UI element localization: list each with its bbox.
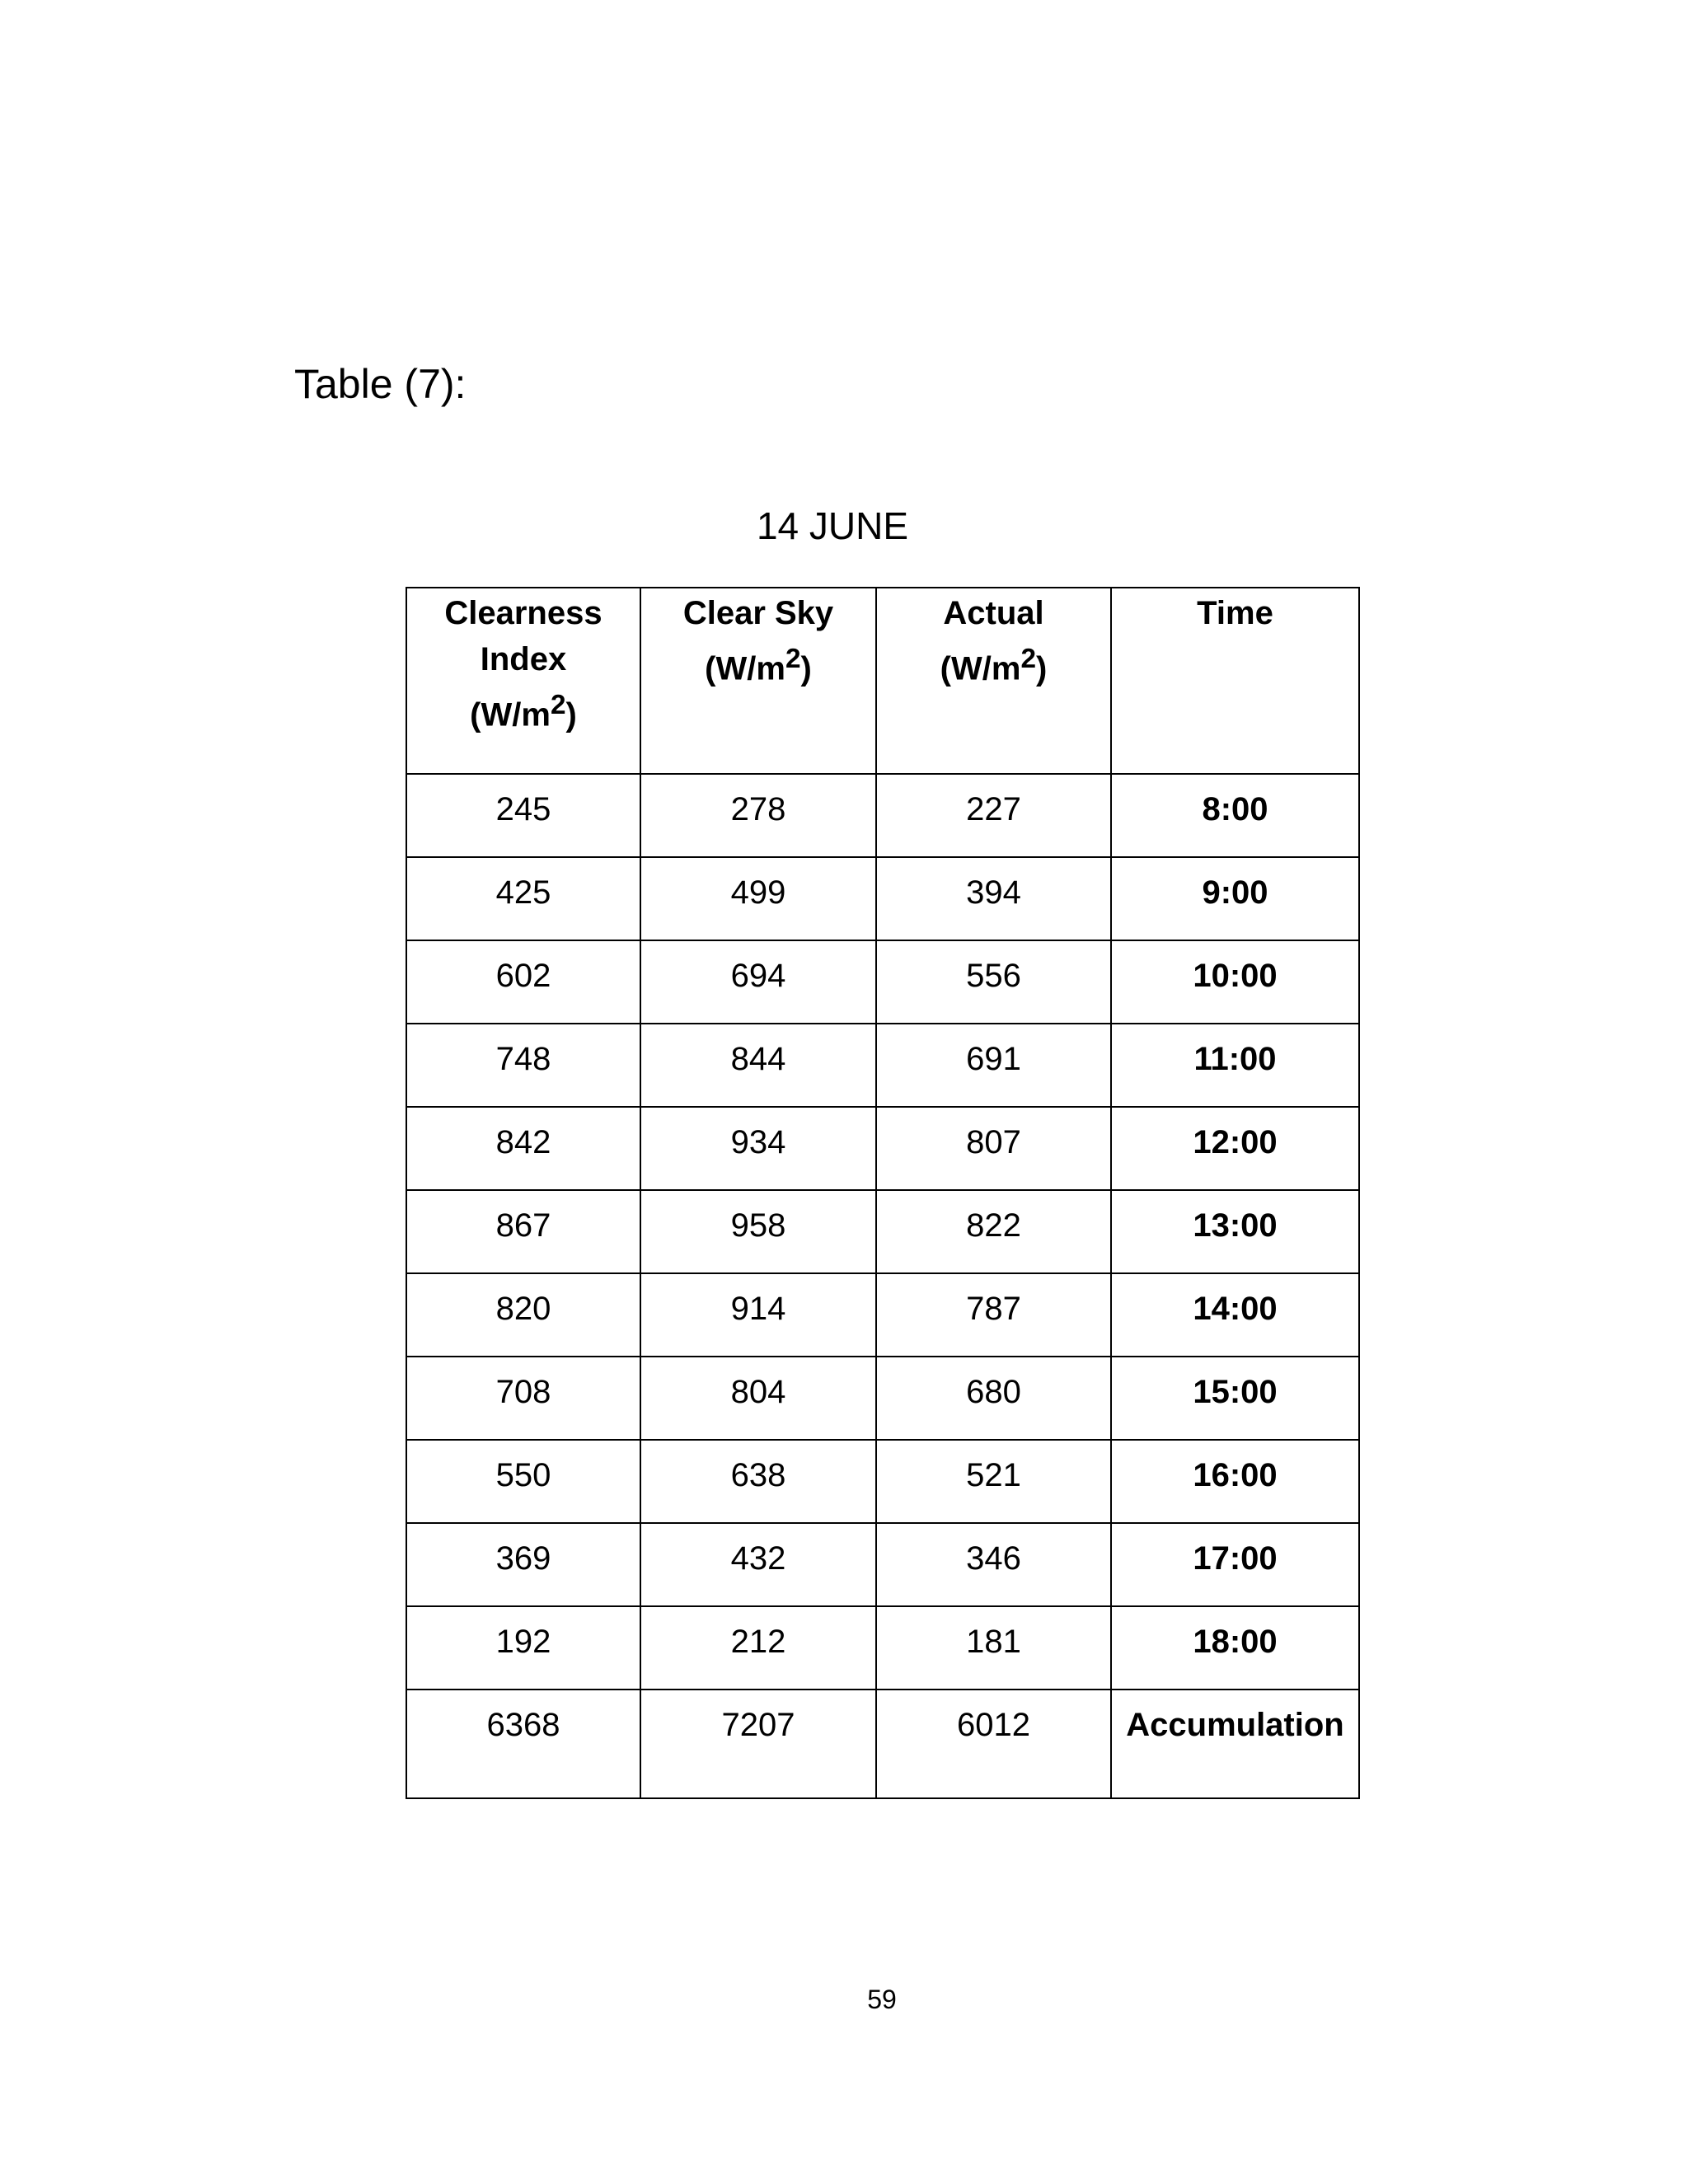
table-row [406, 1440, 1359, 1523]
header-line: Actual [943, 595, 1044, 631]
time-cell: 17:00 [1111, 1523, 1359, 1606]
header-unit-text: (W/m [470, 696, 551, 733]
table-body [406, 774, 1359, 1798]
header-unit-text: (W/m [705, 650, 785, 687]
value-cell: 7207 [640, 1690, 876, 1798]
table-row [406, 774, 1359, 857]
value-cell: 212 [640, 1606, 876, 1690]
header-clear-sky [640, 588, 876, 774]
value-cell: 6012 [876, 1690, 1111, 1798]
header-line: Clearness [444, 595, 603, 631]
value-cell: 278 [640, 774, 876, 857]
value-cell: 394 [876, 857, 1111, 940]
value-cell: 844 [640, 1024, 876, 1107]
data-table [406, 587, 1360, 1799]
value-cell: 822 [876, 1190, 1111, 1273]
value-cell: 638 [640, 1440, 876, 1523]
value-cell: 807 [876, 1107, 1111, 1190]
time-cell: 15:00 [1111, 1357, 1359, 1440]
value-cell: 867 [406, 1190, 640, 1273]
value-cell: 708 [406, 1357, 640, 1440]
value-cell: 694 [640, 940, 876, 1024]
value-cell: 6368 [406, 1690, 640, 1798]
value-cell: 602 [406, 940, 640, 1024]
table-row [406, 1357, 1359, 1440]
table-row [406, 857, 1359, 940]
header-unit-sup: 2 [785, 644, 801, 674]
total-row [406, 1690, 1359, 1798]
value-cell: 245 [406, 774, 640, 857]
value-cell: 748 [406, 1024, 640, 1107]
value-cell: 820 [406, 1273, 640, 1357]
value-cell: 550 [406, 1440, 640, 1523]
value-cell: 958 [640, 1190, 876, 1273]
time-cell: 13:00 [1111, 1190, 1359, 1273]
value-cell: 556 [876, 940, 1111, 1024]
value-cell: 914 [640, 1273, 876, 1357]
value-cell: 934 [640, 1107, 876, 1190]
header-unit-close: ) [565, 696, 577, 733]
value-cell: 680 [876, 1357, 1111, 1440]
value-cell: 521 [876, 1440, 1111, 1523]
table-row [406, 1606, 1359, 1690]
header-unit [407, 682, 640, 738]
value-cell: 369 [406, 1523, 640, 1606]
value-cell: 346 [876, 1523, 1111, 1606]
table-row [406, 1273, 1359, 1357]
table-row [406, 1107, 1359, 1190]
value-cell: 787 [876, 1273, 1111, 1357]
table-title: 14 JUNE [756, 504, 909, 547]
value-cell: 181 [876, 1606, 1111, 1690]
time-cell: 10:00 [1111, 940, 1359, 1024]
table-row [406, 940, 1359, 1024]
value-cell: 432 [640, 1523, 876, 1606]
header-line: Index [480, 641, 567, 677]
value-cell: 425 [406, 857, 640, 940]
value-cell: 842 [406, 1107, 640, 1190]
time-cell: 16:00 [1111, 1440, 1359, 1523]
time-cell: 8:00 [1111, 774, 1359, 857]
header-unit [641, 636, 875, 691]
header-actual [876, 588, 1111, 774]
value-cell: 804 [640, 1357, 876, 1440]
page-number: 59 [867, 1985, 897, 2014]
time-cell: 14:00 [1111, 1273, 1359, 1357]
value-cell: 227 [876, 774, 1111, 857]
header-row [406, 588, 1359, 774]
header-unit-text: (W/m [940, 650, 1021, 687]
header-unit-sup: 2 [1020, 644, 1036, 674]
value-cell: 691 [876, 1024, 1111, 1107]
value-cell: 499 [640, 857, 876, 940]
value-cell: 192 [406, 1606, 640, 1690]
header-clearness-index [406, 588, 640, 774]
time-cell: 11:00 [1111, 1024, 1359, 1107]
time-cell: Accumulation [1111, 1690, 1359, 1798]
table-row [406, 1523, 1359, 1606]
header-time [1111, 588, 1359, 774]
header-line: Clear Sky [682, 595, 834, 631]
header-unit-close: ) [800, 650, 812, 687]
header-unit-sup: 2 [550, 690, 566, 720]
table-row [406, 1190, 1359, 1273]
header-unit [877, 636, 1110, 691]
time-cell: 9:00 [1111, 857, 1359, 940]
time-cell: 12:00 [1111, 1107, 1359, 1190]
table-caption: Table (7): [294, 361, 467, 407]
header-line: Time [1197, 595, 1273, 631]
table-row [406, 1024, 1359, 1107]
time-cell: 18:00 [1111, 1606, 1359, 1690]
header-unit-close: ) [1035, 650, 1048, 687]
